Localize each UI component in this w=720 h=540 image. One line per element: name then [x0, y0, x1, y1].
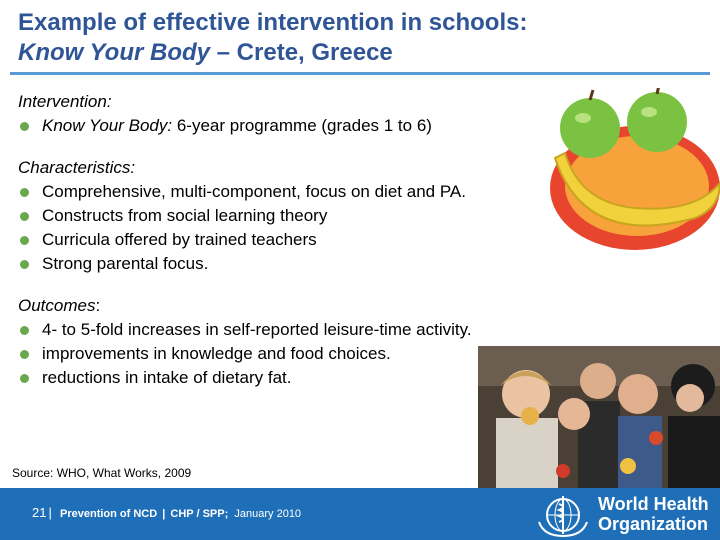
- title-location: – Crete, Greece: [210, 39, 393, 66]
- outcomes-heading: Outcomes: [18, 296, 96, 315]
- title-line-2: [18, 38, 708, 68]
- bullet-icon: [20, 212, 29, 221]
- who-wordmark-line-1: World Health: [598, 494, 709, 514]
- fruit-plate-image: [545, 88, 720, 258]
- bullet-icon: [20, 374, 29, 383]
- outcomes-item-text: reductions in intake of dietary fat.: [42, 368, 292, 387]
- characteristics-item-text: Comprehensive, multi-component, focus on diet and PA.: [42, 182, 466, 201]
- slide-title: [18, 8, 708, 68]
- characteristics-item-text: Strong parental focus.: [42, 254, 209, 273]
- bullet-icon: [20, 122, 29, 131]
- title-program-name: Know Your Body: [18, 39, 210, 66]
- characteristics-item: [18, 204, 578, 228]
- bullet-icon: [20, 188, 29, 197]
- footer-date: January 2010: [234, 508, 302, 520]
- title-line-1: Example of effective intervention in schools:: [18, 9, 528, 36]
- bullet-icon: [20, 236, 29, 245]
- outcomes-item-text: 4- to 5-fold increases in self-reported leisure-time activity.: [42, 320, 472, 339]
- slide-number-value: 21: [32, 505, 47, 520]
- footer-separator: |: [48, 505, 52, 520]
- source-citation: Source: WHO, What Works, 2009: [12, 466, 192, 480]
- characteristics-item: [18, 252, 578, 276]
- characteristics-item: [18, 180, 578, 204]
- slide-body: [18, 90, 578, 390]
- slide-number: [32, 505, 54, 520]
- who-wordmark: [598, 494, 709, 534]
- outcomes-heading-line: [18, 294, 578, 318]
- footer-department: CHP / SPP;: [170, 508, 229, 520]
- characteristics-heading: Characteristics:: [18, 158, 136, 177]
- outcomes-colon: :: [95, 296, 101, 315]
- bullet-icon: [20, 326, 29, 335]
- characteristics-item-text: Constructs from social learning theory: [42, 206, 328, 225]
- intervention-item: [18, 114, 578, 138]
- characteristics-item-text: Curricula offered by trained teachers: [42, 230, 317, 249]
- intervention-heading: Intervention:: [18, 92, 112, 111]
- title-divider: [10, 72, 710, 75]
- characteristics-item: [18, 228, 578, 252]
- footer-program: Prevention of NCD: [60, 508, 158, 520]
- who-wordmark-line-2: Organization: [598, 514, 709, 534]
- intervention-item-text: 6-year programme (grades 1 to 6): [172, 116, 432, 135]
- children-eating-photo: [478, 346, 720, 488]
- outcomes-item-text: improvements in knowledge and food choices.: [42, 344, 391, 363]
- footer-text: [60, 508, 301, 520]
- outcomes-item: [18, 318, 578, 342]
- bullet-icon: [20, 350, 29, 359]
- intervention-item-label: Know Your Body:: [42, 116, 173, 135]
- footer-separator: |: [159, 508, 169, 520]
- who-emblem-icon: [534, 492, 592, 538]
- bullet-icon: [20, 260, 29, 269]
